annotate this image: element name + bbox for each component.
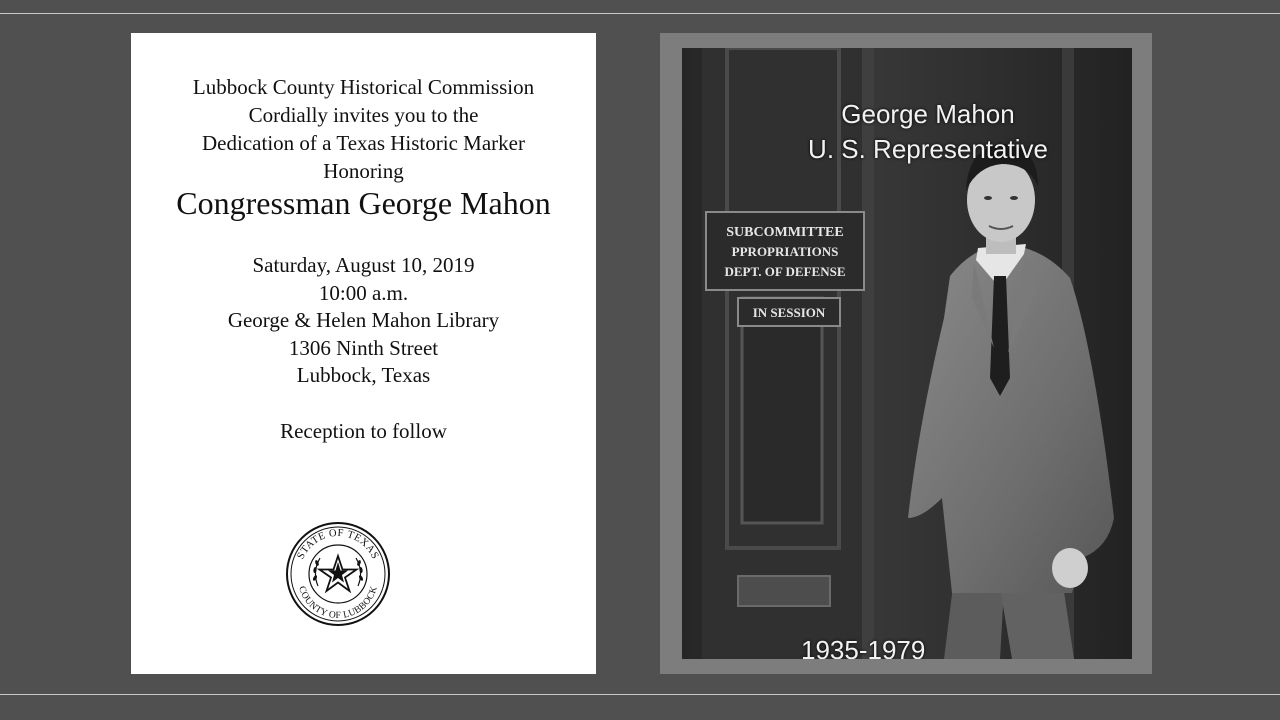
top-divider [0,13,1280,14]
svg-text:STATE OF TEXAS: STATE OF TEXAS [295,527,381,562]
event-details [131,252,596,390]
event-street: 1306 Ninth Street [288,335,439,360]
photo-frame [660,33,1152,674]
intro-line-invites: Cordially invites you to the [248,103,479,127]
event-city: Lubbock, Texas [296,363,431,387]
county-seal-icon [284,520,392,628]
service-years: 1935-1979 [801,635,926,659]
event-date: Saturday, August 10, 2019 [252,253,475,277]
invitation-intro [131,73,596,185]
intro-line-dedication: Dedication of a Texas Historic Marker [202,131,525,155]
portrait-photo [682,48,1132,659]
reception-note: Reception to follow [280,419,447,443]
door-sign-line-2: PPROPRIATIONS [731,244,839,259]
svg-text:COUNTY OF LUBBOCK: COUNTY OF LUBBOCK [296,585,380,622]
event-time: 10:00 a.m. [318,280,409,305]
intro-line-honoring: Honoring [323,159,404,183]
intro-line-commission: Lubbock County Historical Commission [192,75,535,99]
door-sign-line-1: SUBCOMMITTEE [726,225,844,240]
bottom-divider [0,694,1280,695]
event-venue: George & Helen Mahon Library [227,308,500,332]
photo-caption-name: George Mahon [841,99,1015,129]
invitation-card [131,33,596,674]
door-sign-line-3: DEPT. OF DEFENSE [724,264,846,279]
photo-caption-title: U. S. Representative [808,134,1048,164]
session-sign: IN SESSION [752,305,826,320]
honoree-name: Congressman George Mahon [176,185,551,221]
